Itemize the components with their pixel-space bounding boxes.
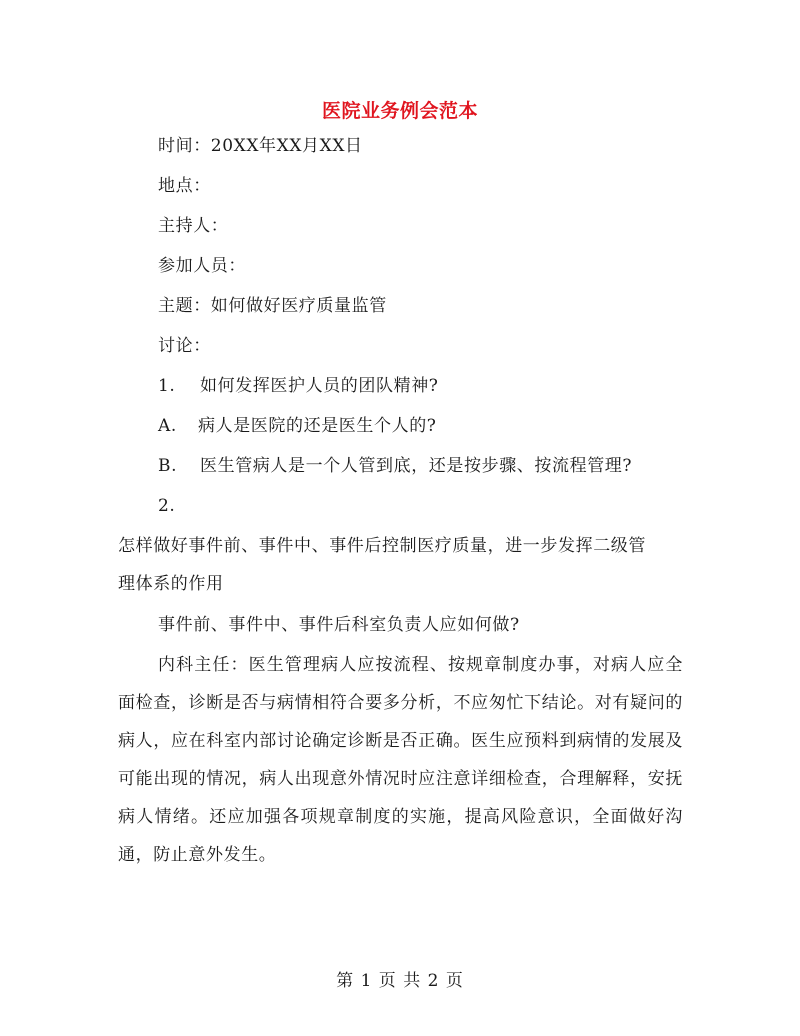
discussion-item	[158, 376, 439, 396]
discussion-item	[158, 416, 437, 436]
item-number: A.	[158, 416, 177, 436]
item2-text-line2: 理体系的作用	[118, 574, 224, 594]
meeting-time: 时间：20XX年XX月XX日	[158, 136, 363, 156]
item-number: 2.	[158, 496, 176, 516]
question-line: 事件前、事件中、事件后科室负责人应如何做?	[158, 615, 520, 635]
discussion-heading: 讨论：	[158, 336, 211, 356]
meeting-host: 主持人：	[158, 216, 229, 236]
discussion-item	[158, 496, 200, 516]
discussion-item	[158, 456, 632, 476]
item-text: 病人是医院的还是医生个人的?	[198, 416, 437, 436]
item2-text-line1: 怎样做好事件前、事件中、事件后控制医疗质量，进一步发挥二级管	[118, 536, 646, 556]
item-number: B.	[158, 456, 178, 476]
item-text: 医生管病人是一个人管到底，还是按步骤、按流程管理?	[200, 456, 633, 476]
item-number: 1.	[158, 376, 176, 396]
meeting-topic: 主题：如何做好医疗质量监管	[158, 296, 387, 316]
meeting-place: 地点：	[158, 176, 211, 196]
document-title: 医院业务例会范本	[321, 100, 478, 122]
internal-medicine-paragraph: 内科主任：医生管理病人应按流程、按规章制度办事，对病人应全面检查，诊断是否与病情相符合要多分析，不应匆忙下结论。对有疑问的病人，应在科室内部讨论确定诊断是否正确。医生应预料到病情的发展及可能出现的情况，病人出现意外情况时应注意详细检查，合理解释，安抚病人情绪。还应加强各项规章制度的实施，提高风险意识，全面做好沟通，防止意外发生。	[118, 655, 683, 865]
meeting-attendees: 参加人员：	[158, 256, 246, 276]
page-indicator: 第 1 页 共 2 页	[336, 971, 464, 991]
item-text: 如何发挥医护人员的团队精神?	[200, 376, 439, 396]
